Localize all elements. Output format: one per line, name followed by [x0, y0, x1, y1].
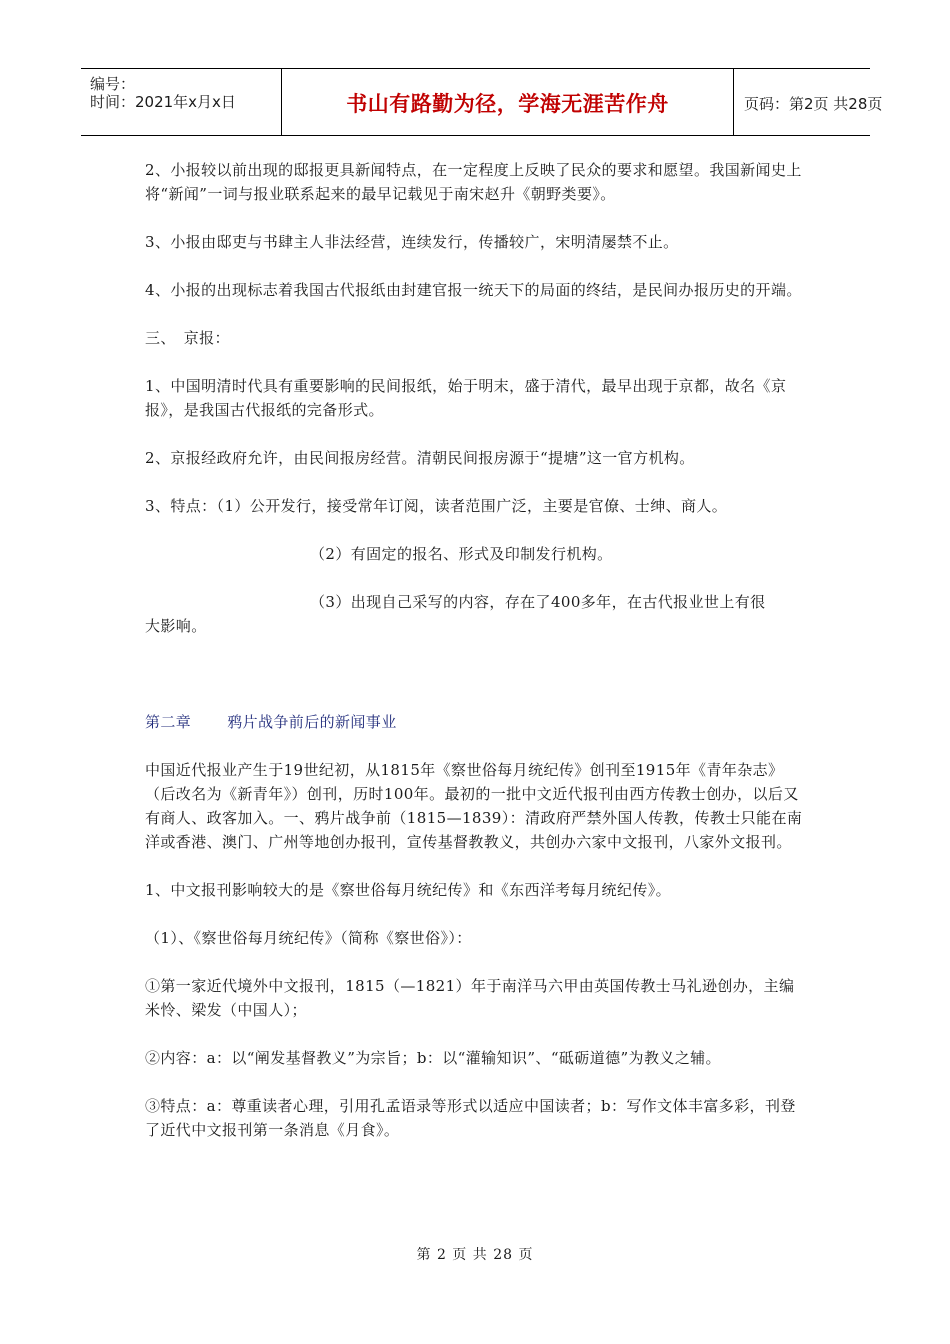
chapter-number: 第二章 — [145, 713, 192, 731]
paragraph: ①第一家近代境外中文报刊，1815（—1821）年于南洋马六甲由英国传教士马礼逊创办，主编米怜、梁发（中国人）； — [145, 977, 795, 1019]
section-heading: 三、 京报： — [145, 329, 230, 347]
paragraph: 大影响。 — [145, 617, 207, 635]
header-page-cell — [734, 69, 883, 135]
header-motto-cell — [282, 69, 734, 135]
paragraph: （3）出现自己采写的内容，存在了400多年，在古代报业世上有很 — [310, 593, 766, 611]
header-motto: 书山有路勤为径，学海无涯苦作舟 — [346, 92, 669, 116]
section-spacer — [145, 662, 805, 710]
paragraph: 2、京报经政府允许，由民间报房经营。清朝民间报房源于“提塘”这一官方机构。 — [145, 449, 695, 467]
paragraph: 3、特点：（1）公开发行，接受常年订阅，读者范围广泛，主要是官僚、士绅、商人。 — [145, 497, 728, 515]
paragraph: 中国近代报业产生于19世纪初，从1815年《察世俗每月统纪传》创刊至1915年《青年杂志》（后改名为《新青年》）创刊，历时100年。最初的一批中文近代报刊由西方传教士创办，以后又有商人、政客加入。一、鸦片战争前（1815—1839）：清政府严禁外国人传教，传教士只能在南洋或香港、澳门、广州等地创办报刊，宣传基督教教义，共创办六家中文报刊，八家外文报刊。 — [145, 761, 803, 851]
paragraph: 3、小报由邸吏与书肆主人非法经营，连续发行，传播较广，宋明清屡禁不止。 — [145, 233, 679, 251]
document-body — [145, 158, 805, 1166]
paragraph: ②内容：a：以“阐发基督教义”为宗旨；b：以“灌输知识”、“砥砺道德”为教义之辅。 — [145, 1049, 721, 1067]
paragraph: （2）有固定的报名、形式及印制发行机构。 — [310, 545, 613, 563]
chapter-title: 鸦片战争前后的新闻事业 — [227, 713, 397, 731]
document-number-label: 编号： — [90, 75, 136, 93]
paragraph: 1、中国明清时代具有重要影响的民间报纸，始于明末，盛于清代，最早出现于京都，故名《京报》，是我国古代报纸的完备形式。 — [145, 377, 787, 419]
chapter-heading — [145, 710, 805, 734]
header-page-number: 页码：第2页 共28页 — [744, 95, 883, 113]
document-time-label: 时间：2021年x月x日 — [90, 93, 236, 111]
paragraph: 1、中文报刊影响较大的是《察世俗每月统纪传》和《东西洋考每月统纪传》。 — [145, 881, 672, 899]
paragraph: （1）、《察世俗每月统纪传》（简称《察世俗》）： — [145, 929, 472, 947]
page-footer: 第 2 页 共 28 页 — [416, 1247, 534, 1263]
page-header — [81, 68, 883, 136]
header-meta-cell — [81, 69, 282, 135]
paragraph: 2、小报较以前出现的邸报更具新闻特点，在一定程度上反映了民众的要求和愿望。我国新闻史上将“新闻”一词与报业联系起来的最早记载见于南宋赵升《朝野类要》。 — [145, 161, 802, 203]
paragraph: 4、小报的出现标志着我国古代报纸由封建官报一统天下的局面的终结，是民间办报历史的开端。 — [145, 281, 802, 299]
paragraph: ③特点：a：尊重读者心理，引用孔孟语录等形式以适应中国读者；b：写作文体丰富多彩，刊登了近代中文报刊第一条消息《月食》。 — [145, 1097, 796, 1139]
